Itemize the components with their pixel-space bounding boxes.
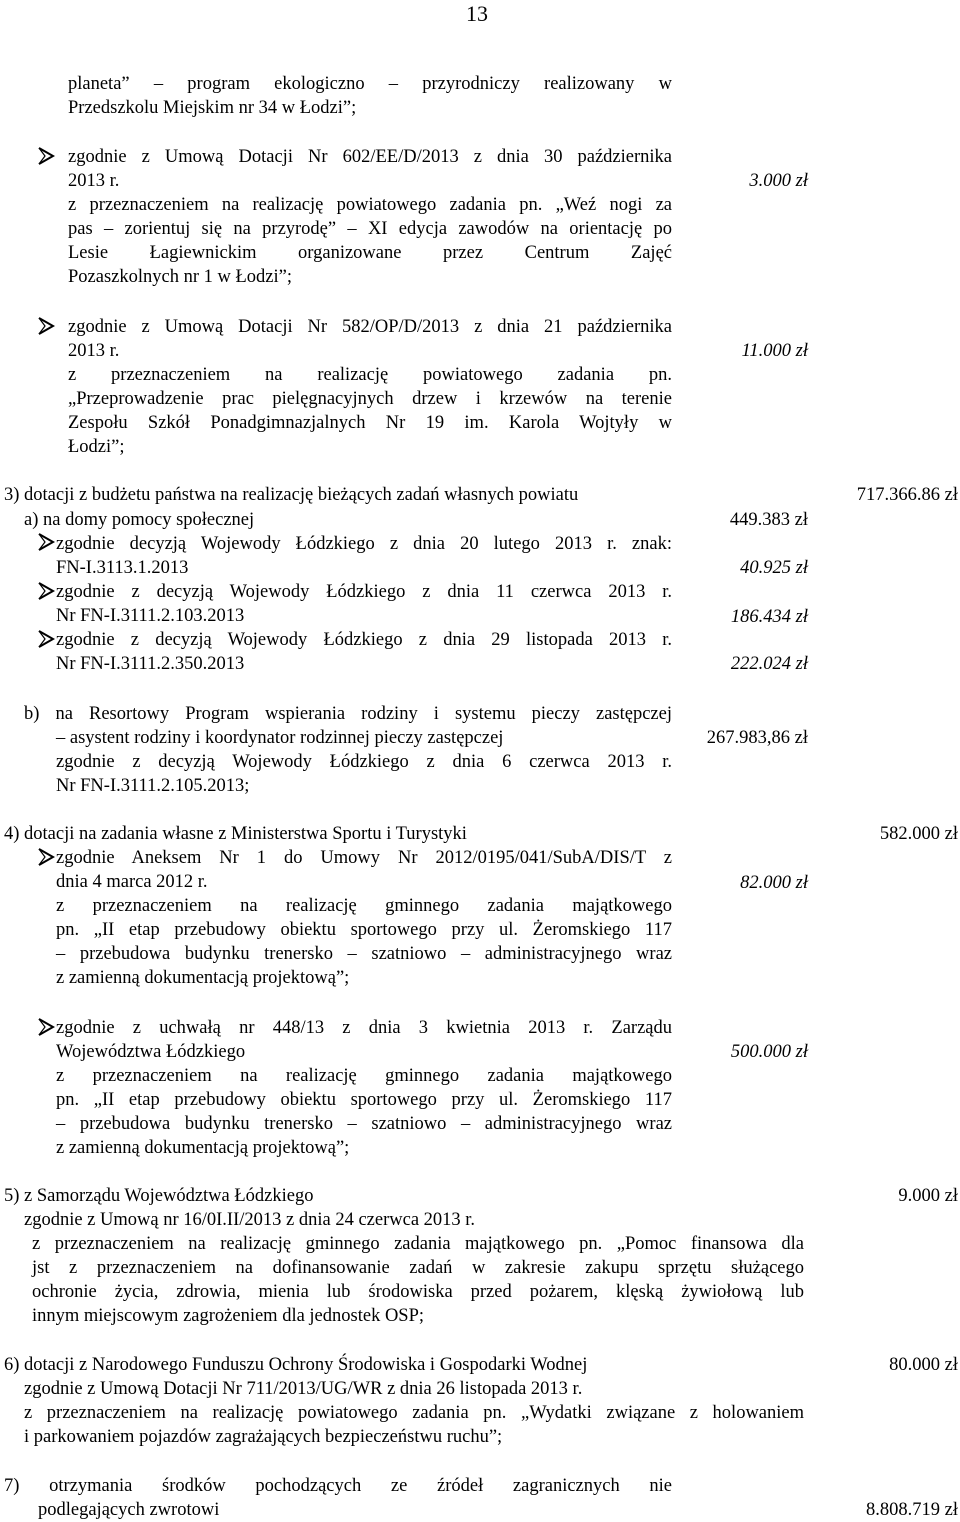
text-line: Przedszkolu Miejskim nr 34 w Łodzi”; <box>68 98 357 118</box>
text-line: z przeznaczeniem na realizację powiatowego zadania pn. „Weź nogi za <box>68 195 672 215</box>
arrow-bullet-icon <box>37 581 57 601</box>
item-amount: 40.925 zł <box>740 558 808 578</box>
page-number: 13 <box>466 1 488 26</box>
text-line: FN-I.3113.1.2013 <box>56 558 189 578</box>
text-line: zgodnie z decyzją Wojewody Łódzkiego z dnia 11 czerwca 2013 r. <box>56 582 672 602</box>
text-line: zgodnie z decyzją Wojewody Łódzkiego z dnia 29 listopada 2013 r. <box>56 630 672 650</box>
text-line: Nr FN-I.3111.2.103.2013 <box>56 606 245 626</box>
item-amount: 186.434 zł <box>730 607 808 627</box>
text-line: z zamienną dokumentacją projektową”; <box>56 968 350 988</box>
text-line: Łodzi”; <box>68 437 125 457</box>
subsection-a-header <box>24 508 254 532</box>
item-amount: 3.000 zł <box>749 171 808 191</box>
decision-item <box>56 532 672 580</box>
text-line: z przeznaczeniem na realizację powiatowego zadania pn. <box>68 365 672 385</box>
text-line: z przeznaczeniem na realizację gminnego zadania majątkowego pn. „Pomoc finansowa dla <box>32 1234 804 1254</box>
section-total: 582.000 zł <box>879 824 958 844</box>
section-total: 80.000 zł <box>889 1355 958 1375</box>
section-3-header <box>4 483 578 507</box>
arrow-bullet-icon <box>37 146 57 166</box>
text-line: zgodnie z Umową nr 16/0I.II/2013 z dnia 24 czerwca 2013 r. <box>24 1210 476 1230</box>
decision-item <box>56 628 672 676</box>
text-line: a) na domy pomocy społecznej <box>24 510 255 530</box>
item-amount: 11.000 zł <box>741 341 808 361</box>
text-line: z przeznaczeniem na realizację gminnego zadania majątkowego <box>56 1066 672 1086</box>
subsection-amount: 267.983,86 zł <box>706 728 808 748</box>
text-line: 6) dotacji z Narodowego Funduszu Ochrony Środowiska i Gospodarki Wodnej <box>4 1355 588 1375</box>
text-line: Województwa Łódzkiego <box>56 1042 246 1062</box>
text-line: planeta” – program ekologiczno – przyrodniczy realizowany w <box>68 74 672 94</box>
text-line: Nr FN-I.3111.2.105.2013; <box>56 776 250 796</box>
arrow-bullet-icon <box>37 629 57 649</box>
section-total: 8.808.719 zł <box>866 1500 958 1520</box>
text-line: – asystent rodziny i koordynator rodzinnej pieczy zastępczej <box>56 728 504 748</box>
intro-paragraph <box>68 72 672 120</box>
text-line: b) na Resortowy Program wspierania rodziny i systemu pieczy zastępczej <box>24 704 672 724</box>
text-line: ochronie życia, zdrowia, mienia lub środowiska przed pożarem, klęską żywiołową lub <box>32 1282 804 1302</box>
section-total: 717.366.86 zł <box>856 485 958 505</box>
text-line: 4) dotacji na zadania własne z Ministerstwa Sportu i Turystyki <box>4 824 467 844</box>
section-4-header <box>4 822 467 846</box>
item-amount: 222.024 zł <box>730 654 808 674</box>
text-line: „Przeprowadzenie prac pielęgnacyjnych drzew i krzewów na terenie <box>68 389 672 409</box>
text-line: Pozaszkolnych nr 1 w Łodzi”; <box>68 267 292 287</box>
text-line: jst z przeznaczeniem na dofinansowanie zadań w zakresie zakupu sprzętu służącego <box>32 1258 804 1278</box>
item-amount: 82.000 zł <box>740 873 808 893</box>
section-5-purpose <box>32 1232 804 1328</box>
text-line: 7) otrzymania środków pochodzących ze źródeł zagranicznych nie <box>4 1476 672 1496</box>
text-line: pas – zorientuj się na przyrodę” – XI edycja zawodów na orientację po <box>68 219 672 239</box>
text-line: zgodnie decyzją Wojewody Łódzkiego z dnia 20 lutego 2013 r. znak: <box>56 534 672 554</box>
text-line: innym miejscowym zagrożeniem dla jednostek OSP; <box>32 1306 425 1326</box>
text-line: Zespołu Szkół Ponadgimnazjalnych Nr 19 im. Karola Wojtyły w <box>68 413 672 433</box>
text-line: 5) z Samorządu Województwa Łódzkiego <box>4 1186 314 1206</box>
text-line: zgodnie z decyzją Wojewody Łódzkiego z dnia 6 czerwca 2013 r. <box>56 752 672 772</box>
text-line: zgodnie z Umową Dotacji Nr 582/OP/D/2013 z dnia 21 października <box>68 317 672 337</box>
text-line: pn. „II etap przebudowy obiektu sportowego przy ul. Żeromskiego 117 <box>56 920 672 940</box>
section-6 <box>4 1353 804 1401</box>
text-line: z zamienną dokumentacją projektową”; <box>56 1138 350 1158</box>
text-line: podlegających zwrotowi <box>38 1500 220 1520</box>
section-7 <box>4 1474 672 1522</box>
section-total: 9.000 zł <box>898 1186 958 1206</box>
text-line: Nr FN-I.3111.2.350.2013 <box>56 654 245 674</box>
text-line: 2013 r. <box>68 171 120 191</box>
text-line: z przeznaczeniem na realizację gminnego zadania majątkowego <box>56 896 672 916</box>
text-line: 2013 r. <box>68 341 120 361</box>
subsection-amount: 449.383 zł <box>729 510 808 530</box>
text-line: 3) dotacji z budżetu państwa na realizację bieżących zadań własnych powiatu <box>4 485 579 505</box>
text-line: zgodnie Aneksem Nr 1 do Umowy Nr 2012/0195/041/SubA/DIS/T z <box>56 848 672 868</box>
agreement-item <box>56 846 672 990</box>
text-line: zgodnie z Umową Dotacji Nr 602/EE/D/2013 z dnia 30 października <box>68 147 672 167</box>
agreement-item <box>68 315 672 459</box>
decision-item <box>56 580 672 628</box>
arrow-bullet-icon <box>37 316 57 336</box>
arrow-bullet-icon <box>37 1017 57 1037</box>
text-line: zgodnie z uchwałą nr 448/13 z dnia 3 kwietnia 2013 r. Zarządu <box>56 1018 672 1038</box>
text-line: z przeznaczeniem na realizację powiatowego zadania pn. „Wydatki związane z holowaniem <box>24 1403 804 1423</box>
text-line: i parkowaniem pojazdów zagrażających bezpieczeństwu ruchu”; <box>24 1427 503 1447</box>
text-line: zgodnie z Umową Dotacji Nr 711/2013/UG/WR z dnia 26 listopada 2013 r. <box>24 1379 583 1399</box>
resolution-item <box>56 1016 672 1160</box>
text-line: – przebudowa budynku trenersko – szatniowo – administracyjnego wraz <box>56 1114 672 1134</box>
text-line: – przebudowa budynku trenersko – szatniowo – administracyjnego wraz <box>56 944 672 964</box>
section-5 <box>4 1184 804 1232</box>
item-amount: 500.000 zł <box>730 1042 808 1062</box>
text-line: dnia 4 marca 2012 r. <box>56 872 208 892</box>
section-6-purpose <box>24 1401 804 1449</box>
subsection-b <box>24 702 672 798</box>
agreement-item <box>68 145 672 289</box>
text-line: Lesie Łagiewnickim organizowane przez Centrum Zajęć <box>68 243 672 263</box>
text-line: pn. „II etap przebudowy obiektu sportowego przy ul. Żeromskiego 117 <box>56 1090 672 1110</box>
arrow-bullet-icon <box>37 847 57 867</box>
arrow-bullet-icon <box>37 532 57 552</box>
